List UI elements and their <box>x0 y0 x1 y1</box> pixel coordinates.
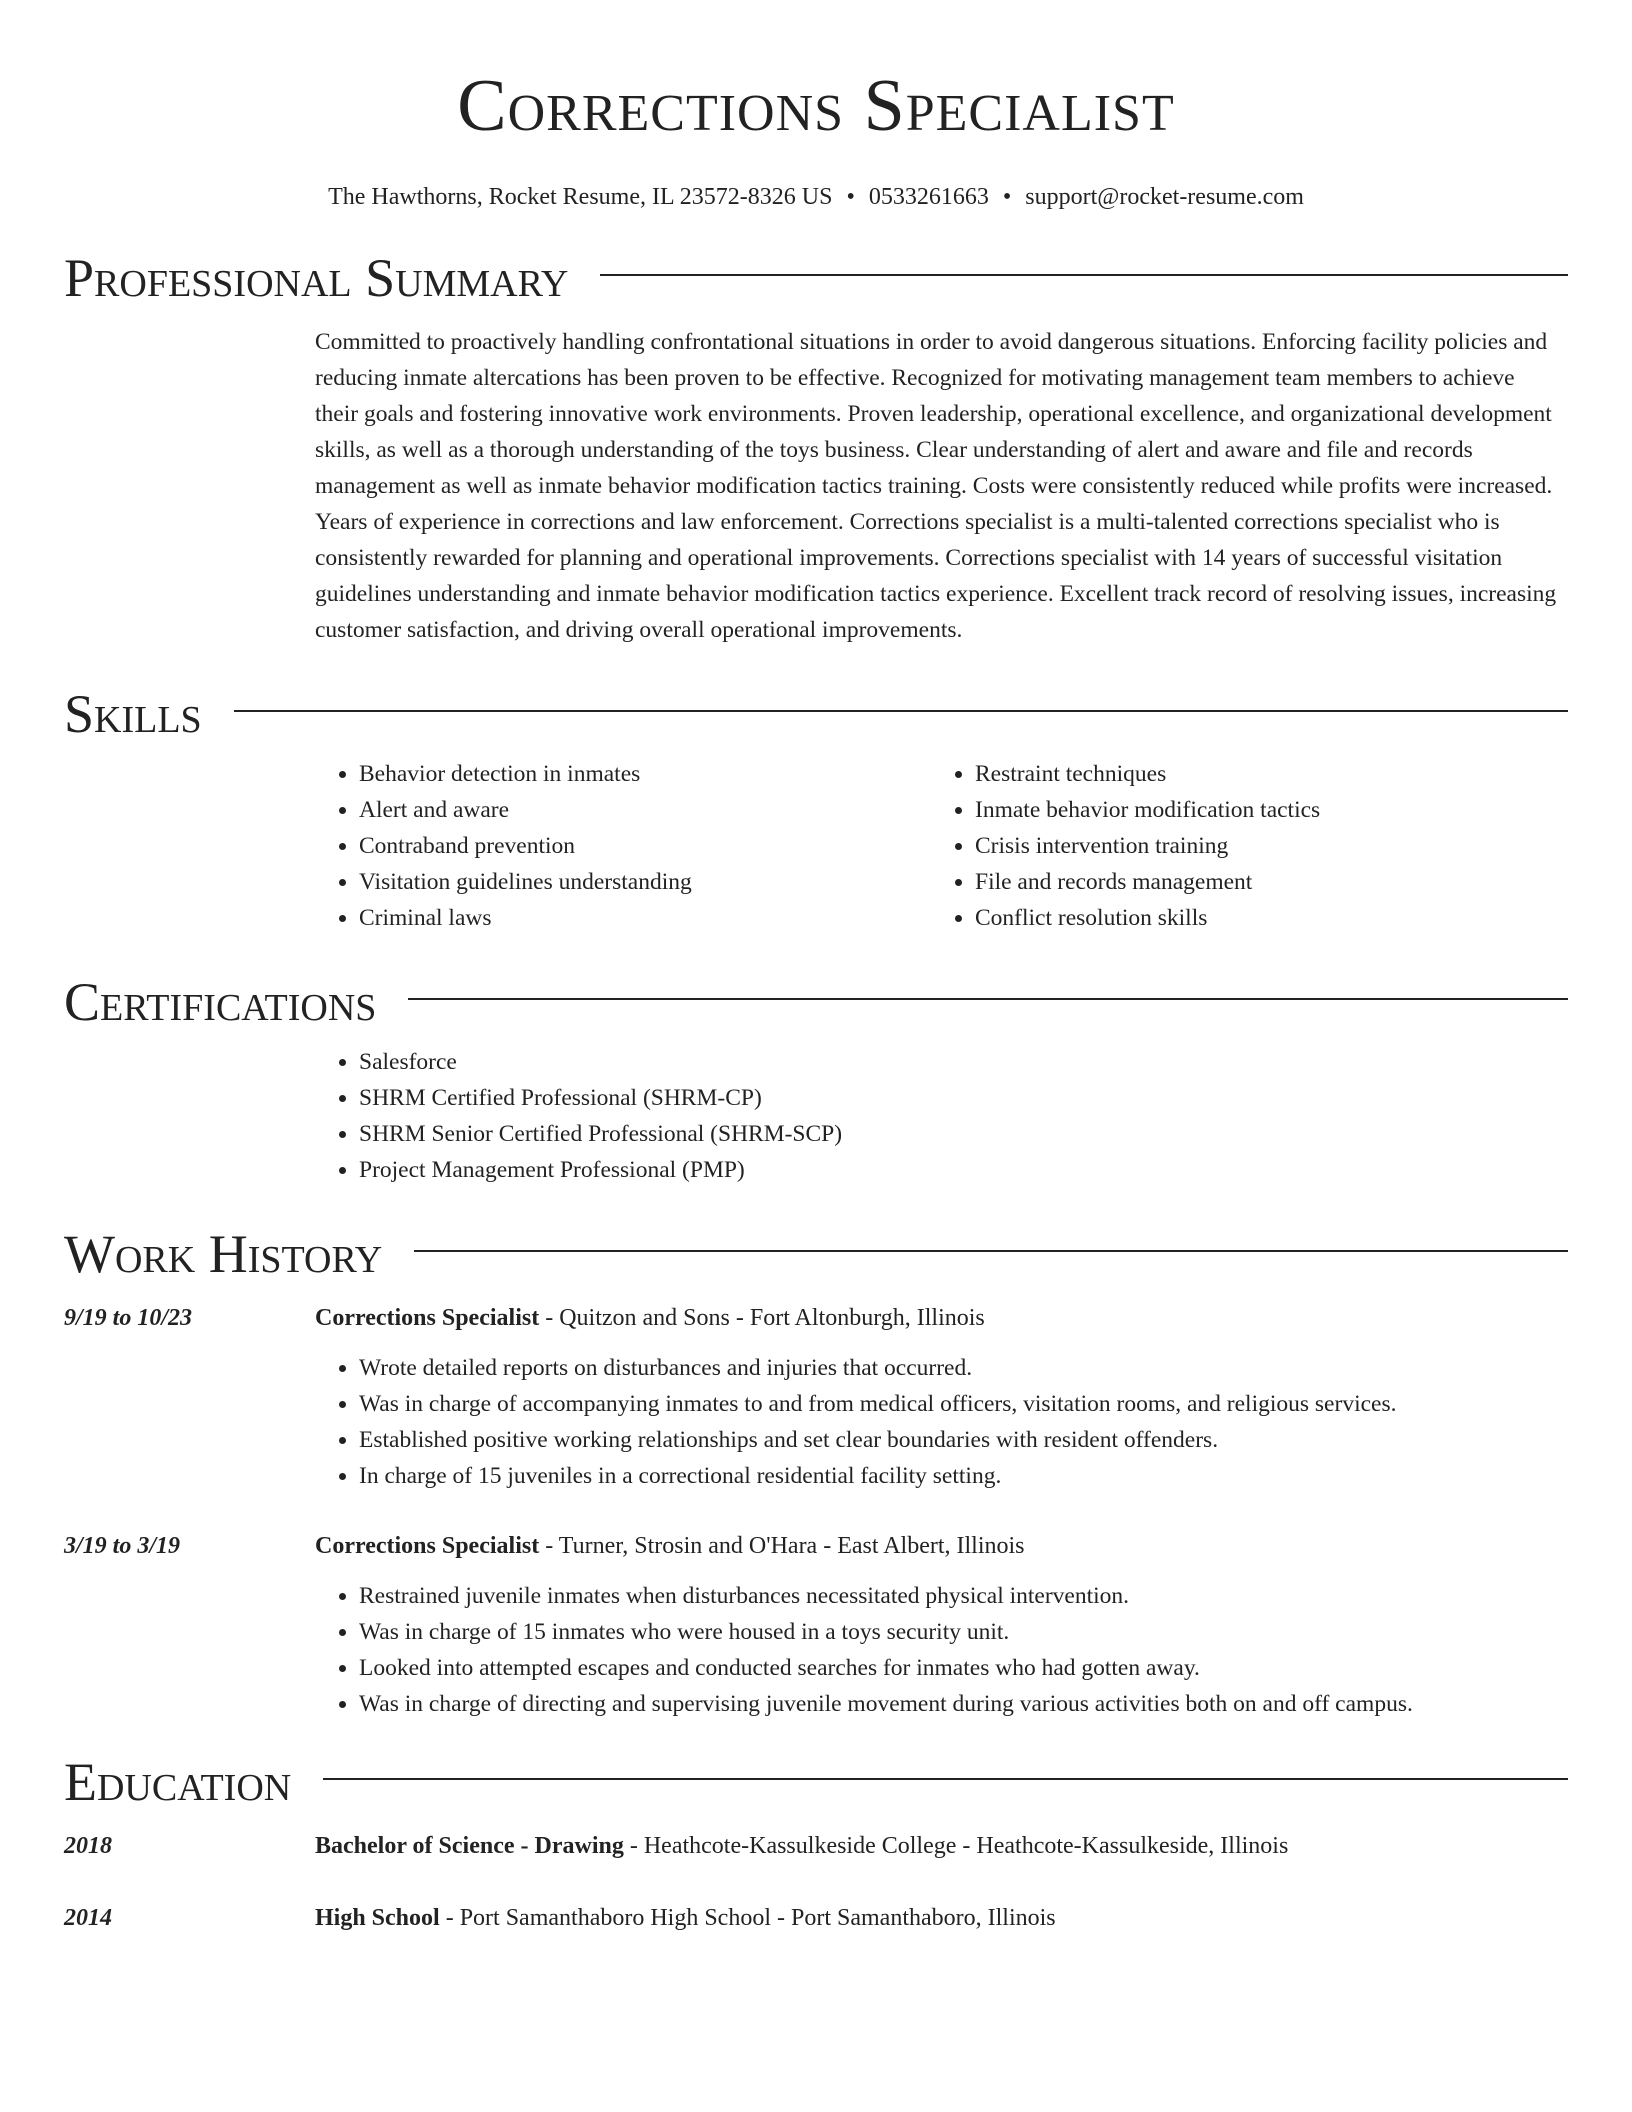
section-divider <box>323 1778 1568 1780</box>
section-divider <box>234 710 1568 712</box>
skill-item: • Alert and aware <box>359 792 931 828</box>
summary-section <box>64 246 1568 648</box>
certification-item: • Project Management Professional (PMP) <box>359 1152 1568 1188</box>
job-header <box>64 1302 1568 1334</box>
skills-column-left <box>315 756 931 936</box>
skill-item: • Inmate behavior modification tactics <box>975 792 1547 828</box>
education-details: - Port Samanthaboro High School - Port Samanthaboro, Illinois <box>439 1905 1056 1931</box>
certifications-body <box>315 1044 1568 1188</box>
work-history-section <box>64 1222 1568 1722</box>
section-title: Work History <box>64 1224 383 1284</box>
job-bullet: • Was in charge of directing and supervising juvenile movement during various activities both on and off campus. <box>359 1686 1568 1722</box>
contact-line <box>64 182 1568 212</box>
section-title: Education <box>64 1752 292 1812</box>
job-details: - Quitzon and Sons - Fort Altonburgh, Illinois <box>539 1305 985 1331</box>
skill-item: • Crisis intervention training <box>975 828 1547 864</box>
job-bullet-list <box>315 1578 1568 1722</box>
job-dates: 9/19 to 10/23 <box>64 1305 193 1331</box>
job-bullet: • Established positive working relationships and set clear boundaries with resident offenders. <box>359 1422 1568 1458</box>
section-header <box>64 682 1568 746</box>
skill-item: • Restraint techniques <box>975 756 1547 792</box>
job-title: Corrections Specialist <box>315 1533 540 1559</box>
education-entry <box>64 1902 1568 1934</box>
job-bullet: • Restrained juvenile inmates when disturbances necessitated physical intervention. <box>359 1578 1568 1614</box>
skills-grid <box>315 756 1568 936</box>
section-header <box>64 970 1568 1034</box>
job-entry <box>64 1302 1568 1494</box>
skills-section <box>64 682 1568 936</box>
job-bullets <box>315 1578 1568 1722</box>
job-details: - Turner, Strosin and O'Hara - East Albert, Illinois <box>539 1533 1025 1559</box>
contact-separator: • <box>846 184 855 210</box>
candidate-name: Corrections Specialist <box>457 65 1175 147</box>
skill-item: • File and records management <box>975 864 1547 900</box>
skill-item: • Criminal laws <box>359 900 931 936</box>
section-title: Certifications <box>64 972 377 1032</box>
job-bullet: • In charge of 15 juveniles in a correctional residential facility setting. <box>359 1458 1568 1494</box>
contact-separator: • <box>1002 184 1012 210</box>
section-divider <box>600 274 1568 276</box>
education-section <box>64 1750 1568 1934</box>
education-heading <box>315 1830 1288 1862</box>
certifications-section <box>64 970 1568 1188</box>
job-entry <box>64 1530 1568 1722</box>
education-year: 2014 <box>64 1905 112 1931</box>
job-bullet: • Looked into attempted escapes and conducted searches for inmates who had gotten away. <box>359 1650 1568 1686</box>
section-header <box>64 246 1568 310</box>
skill-item: • Conflict resolution skills <box>975 900 1547 936</box>
section-divider <box>414 1250 1568 1252</box>
skills-list-left <box>315 756 931 936</box>
job-dates: 3/19 to 3/19 <box>64 1533 181 1559</box>
certification-item: • SHRM Senior Certified Professional (SHRM-SCP) <box>359 1116 1568 1152</box>
job-heading <box>315 1302 985 1334</box>
section-header <box>64 1750 1568 1814</box>
education-heading <box>315 1902 1056 1934</box>
education-details: - Heathcote-Kassulkeside College - Heathcote-Kassulkeside, Illinois <box>623 1833 1289 1859</box>
contact-phone: 0533261663 <box>868 184 989 210</box>
job-title: Corrections Specialist <box>315 1305 540 1331</box>
certification-item: • Salesforce <box>359 1044 1568 1080</box>
section-header <box>64 1222 1568 1286</box>
section-title: Professional Summary <box>64 248 569 308</box>
job-bullets <box>315 1350 1568 1494</box>
skill-item: • Behavior detection in inmates <box>359 756 931 792</box>
job-bullet: • Was in charge of 15 inmates who were housed in a toys security unit. <box>359 1614 1568 1650</box>
section-divider <box>408 998 1568 1000</box>
job-bullet: • Wrote detailed reports on disturbances and injuries that occurred. <box>359 1350 1568 1386</box>
section-title: Skills <box>64 684 202 744</box>
education-degree: High School <box>315 1905 440 1931</box>
skills-list-right <box>931 756 1547 936</box>
skill-item: • Visitation guidelines understanding <box>359 864 931 900</box>
contact-email: support@rocket-resume.com <box>1025 184 1304 210</box>
education-degree: Bachelor of Science - Drawing <box>315 1833 624 1859</box>
education-year: 2018 <box>64 1833 112 1859</box>
job-bullet-list <box>315 1350 1568 1494</box>
skills-column-right <box>931 756 1547 936</box>
job-header <box>64 1530 1568 1562</box>
certifications-list <box>315 1044 1568 1188</box>
education-entry <box>64 1830 1568 1862</box>
certification-item: • SHRM Certified Professional (SHRM-CP) <box>359 1080 1568 1116</box>
skill-item: • Contraband prevention <box>359 828 931 864</box>
contact-address: The Hawthorns, Rocket Resume, IL 23572-8326 US <box>328 184 833 210</box>
job-heading <box>315 1530 1025 1562</box>
summary-text: Committed to proactively handling confrontational situations in order to avoid dangerous situations. Enforcing facility policies and reducing inmate altercations has been proven to be effective. Recognized for motivating management team members to achieve their goals and fostering innovative work environments. Proven leadership, operational excellence, and organizational development skills, as well as a thorough understanding of the toys business. Clear understanding of alert and aware and file and records management as well as inmate behavior modification tactics training. Costs were consistently reduced while profits were increased. Years of experience in corrections and law enforcement. Corrections specialist is a multi-talented corrections specialist who is consistently rewarded for planning and operational improvements. Corrections specialist with 14 years of successful visitation guidelines understanding and inmate behavior modification tactics experience. Excellent track record of resolving issues, increasing customer satisfaction, and driving overall operational improvements. <box>315 329 1557 643</box>
job-bullet: • Was in charge of accompanying inmates to and from medical officers, visitation rooms, and religious services. <box>359 1386 1568 1422</box>
